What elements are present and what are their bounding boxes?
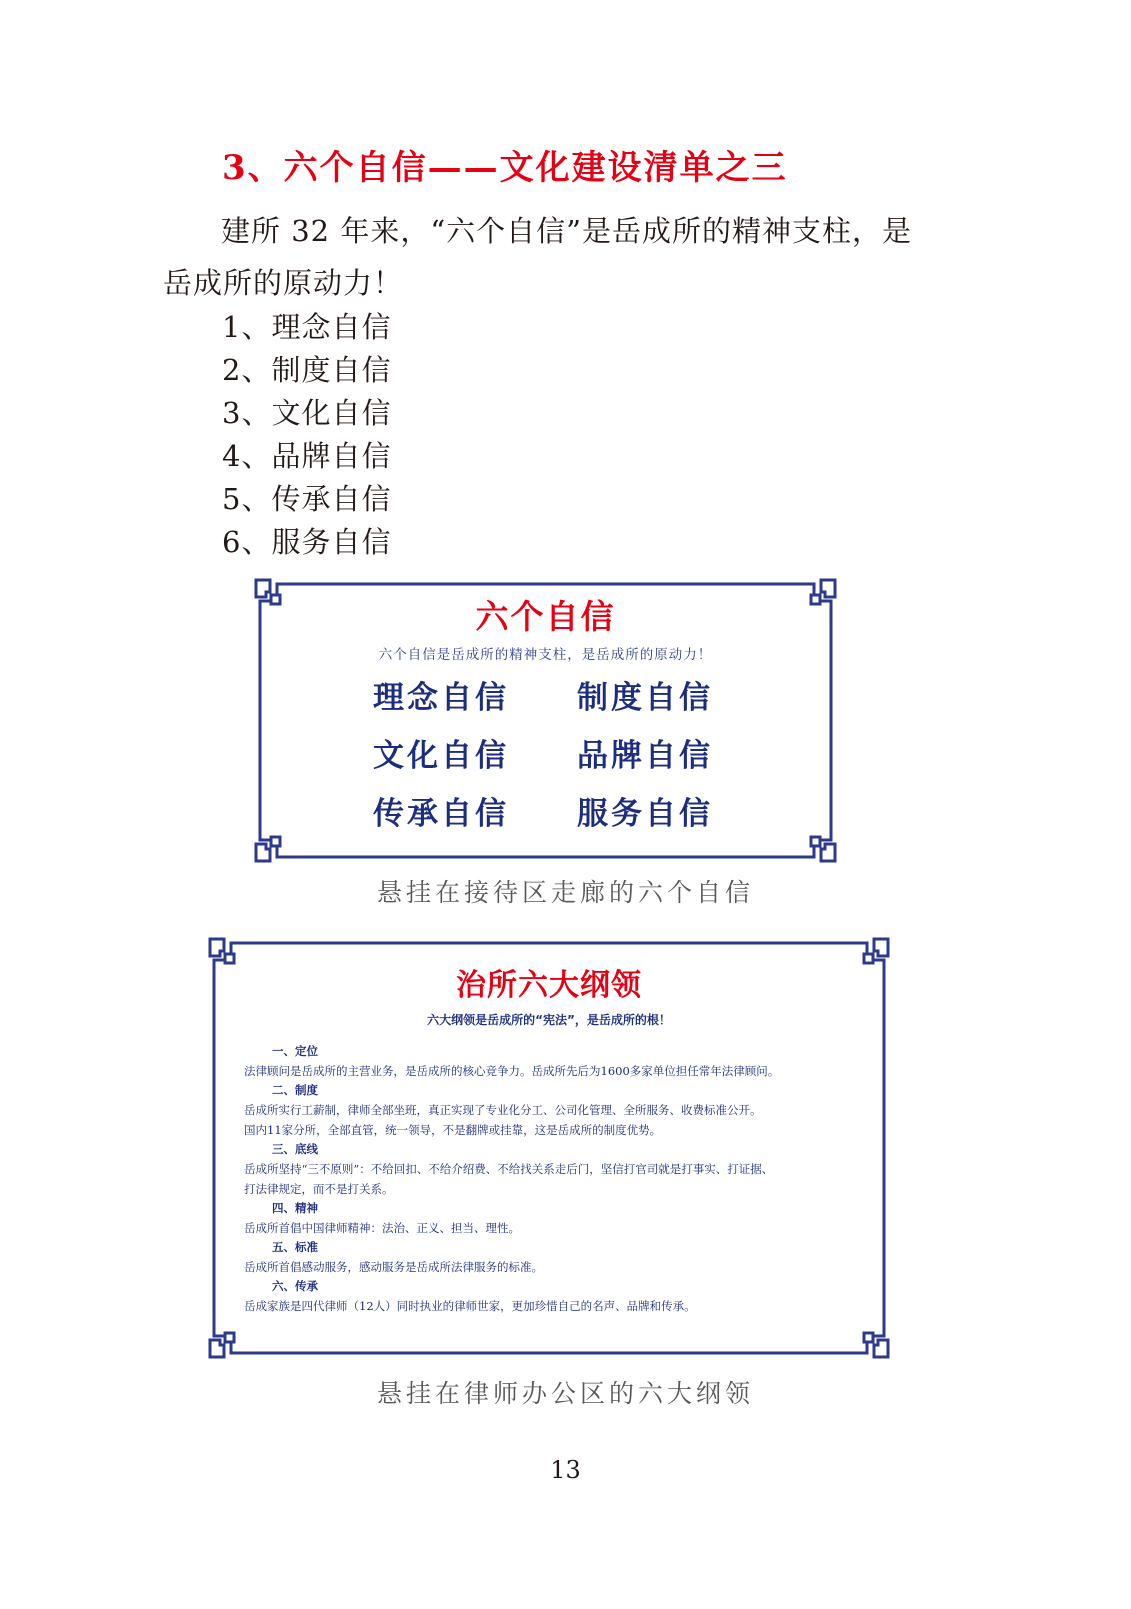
page-number: 13 (550, 1456, 581, 1484)
six-confidences-plaque (253, 577, 838, 864)
principle-text: 法律顾问是岳成所的主营业务，是岳成所的核心竞争力。岳成所先后为1600多家单位担任常年法律顾问。 (244, 1064, 780, 1078)
confidence-list (222, 306, 391, 564)
intro-paragraph (163, 205, 963, 309)
intro-line-1: 建所 32 年来，“六个自信”是岳成所的精神支柱，是 (221, 214, 912, 248)
list-item: 1、理念自信 (222, 310, 392, 344)
confidence-item: 品牌自信 (577, 738, 713, 774)
principle-heading: 二、制度 (272, 1083, 318, 1097)
principle-heading: 四、精神 (272, 1201, 318, 1215)
confidence-item: 服务自信 (577, 796, 713, 832)
principle-heading: 六、传承 (272, 1279, 318, 1293)
principle-text: 国内11家分所，全部直管，统一领导，不是翻牌或挂靠，这是岳成所的制度优势。 (244, 1123, 662, 1137)
confidence-item: 传承自信 (373, 796, 509, 832)
principle-heading: 一、定位 (272, 1044, 318, 1058)
six-principles-plaque (207, 936, 891, 1360)
principle-heading: 三、底线 (272, 1142, 318, 1156)
plaque-title: 六个自信 (475, 597, 616, 636)
principle-text: 打法律规定，而不是打关系。 (244, 1182, 394, 1196)
principle-text: 岳成所实行工薪制，律师全部坐班，真正实现了专业化分工、公司化管理、全所服务、收费标准公开。 (244, 1103, 762, 1117)
list-item: 3、文化自信 (222, 396, 392, 430)
confidence-item: 文化自信 (373, 738, 509, 774)
confidence-grid (373, 680, 733, 832)
list-item: 5、传承自信 (222, 482, 392, 516)
confidence-item: 制度自信 (577, 680, 713, 716)
list-item: 2、制度自信 (222, 353, 392, 387)
principle-text: 岳成家族是四代律师（12人）同时执业的律师世家，更加珍惜自己的名声、品牌和传承。 (244, 1299, 696, 1313)
principle-heading: 五、标准 (272, 1240, 318, 1254)
plaque-title: 治所六大纲领 (456, 968, 642, 1003)
principle-text: 岳成所首倡感动服务，感动服务是岳成所法律服务的标准。 (244, 1260, 543, 1274)
section-title: 3、六个自信——文化建设清单之三 (222, 148, 788, 188)
list-item: 4、品牌自信 (222, 439, 392, 473)
principle-text: 岳成所坚持“三不原则”：不给回扣、不给介绍费、不给找关系走后门，坚信打官司就是打事实、打证据、 (244, 1162, 774, 1176)
plaque-subtitle: 六个自信是岳成所的精神支柱，是岳成所的原动力！ (378, 647, 713, 663)
confidence-item: 理念自信 (373, 680, 509, 716)
intro-line-2: 岳成所的原动力！ (163, 266, 404, 300)
principle-text: 岳成所首倡中国律师精神：法治、正义、担当、理性。 (244, 1221, 520, 1235)
caption-office: 悬挂在律师办公区的六大纲领 (376, 1379, 754, 1408)
plaque-subtitle: 六大纲领是岳成所的“宪法”，是岳成所的根！ (427, 1013, 671, 1027)
caption-reception: 悬挂在接待区走廊的六个自信 (376, 878, 754, 907)
principles-list (244, 1042, 884, 1316)
list-item: 6、服务自信 (222, 525, 392, 559)
